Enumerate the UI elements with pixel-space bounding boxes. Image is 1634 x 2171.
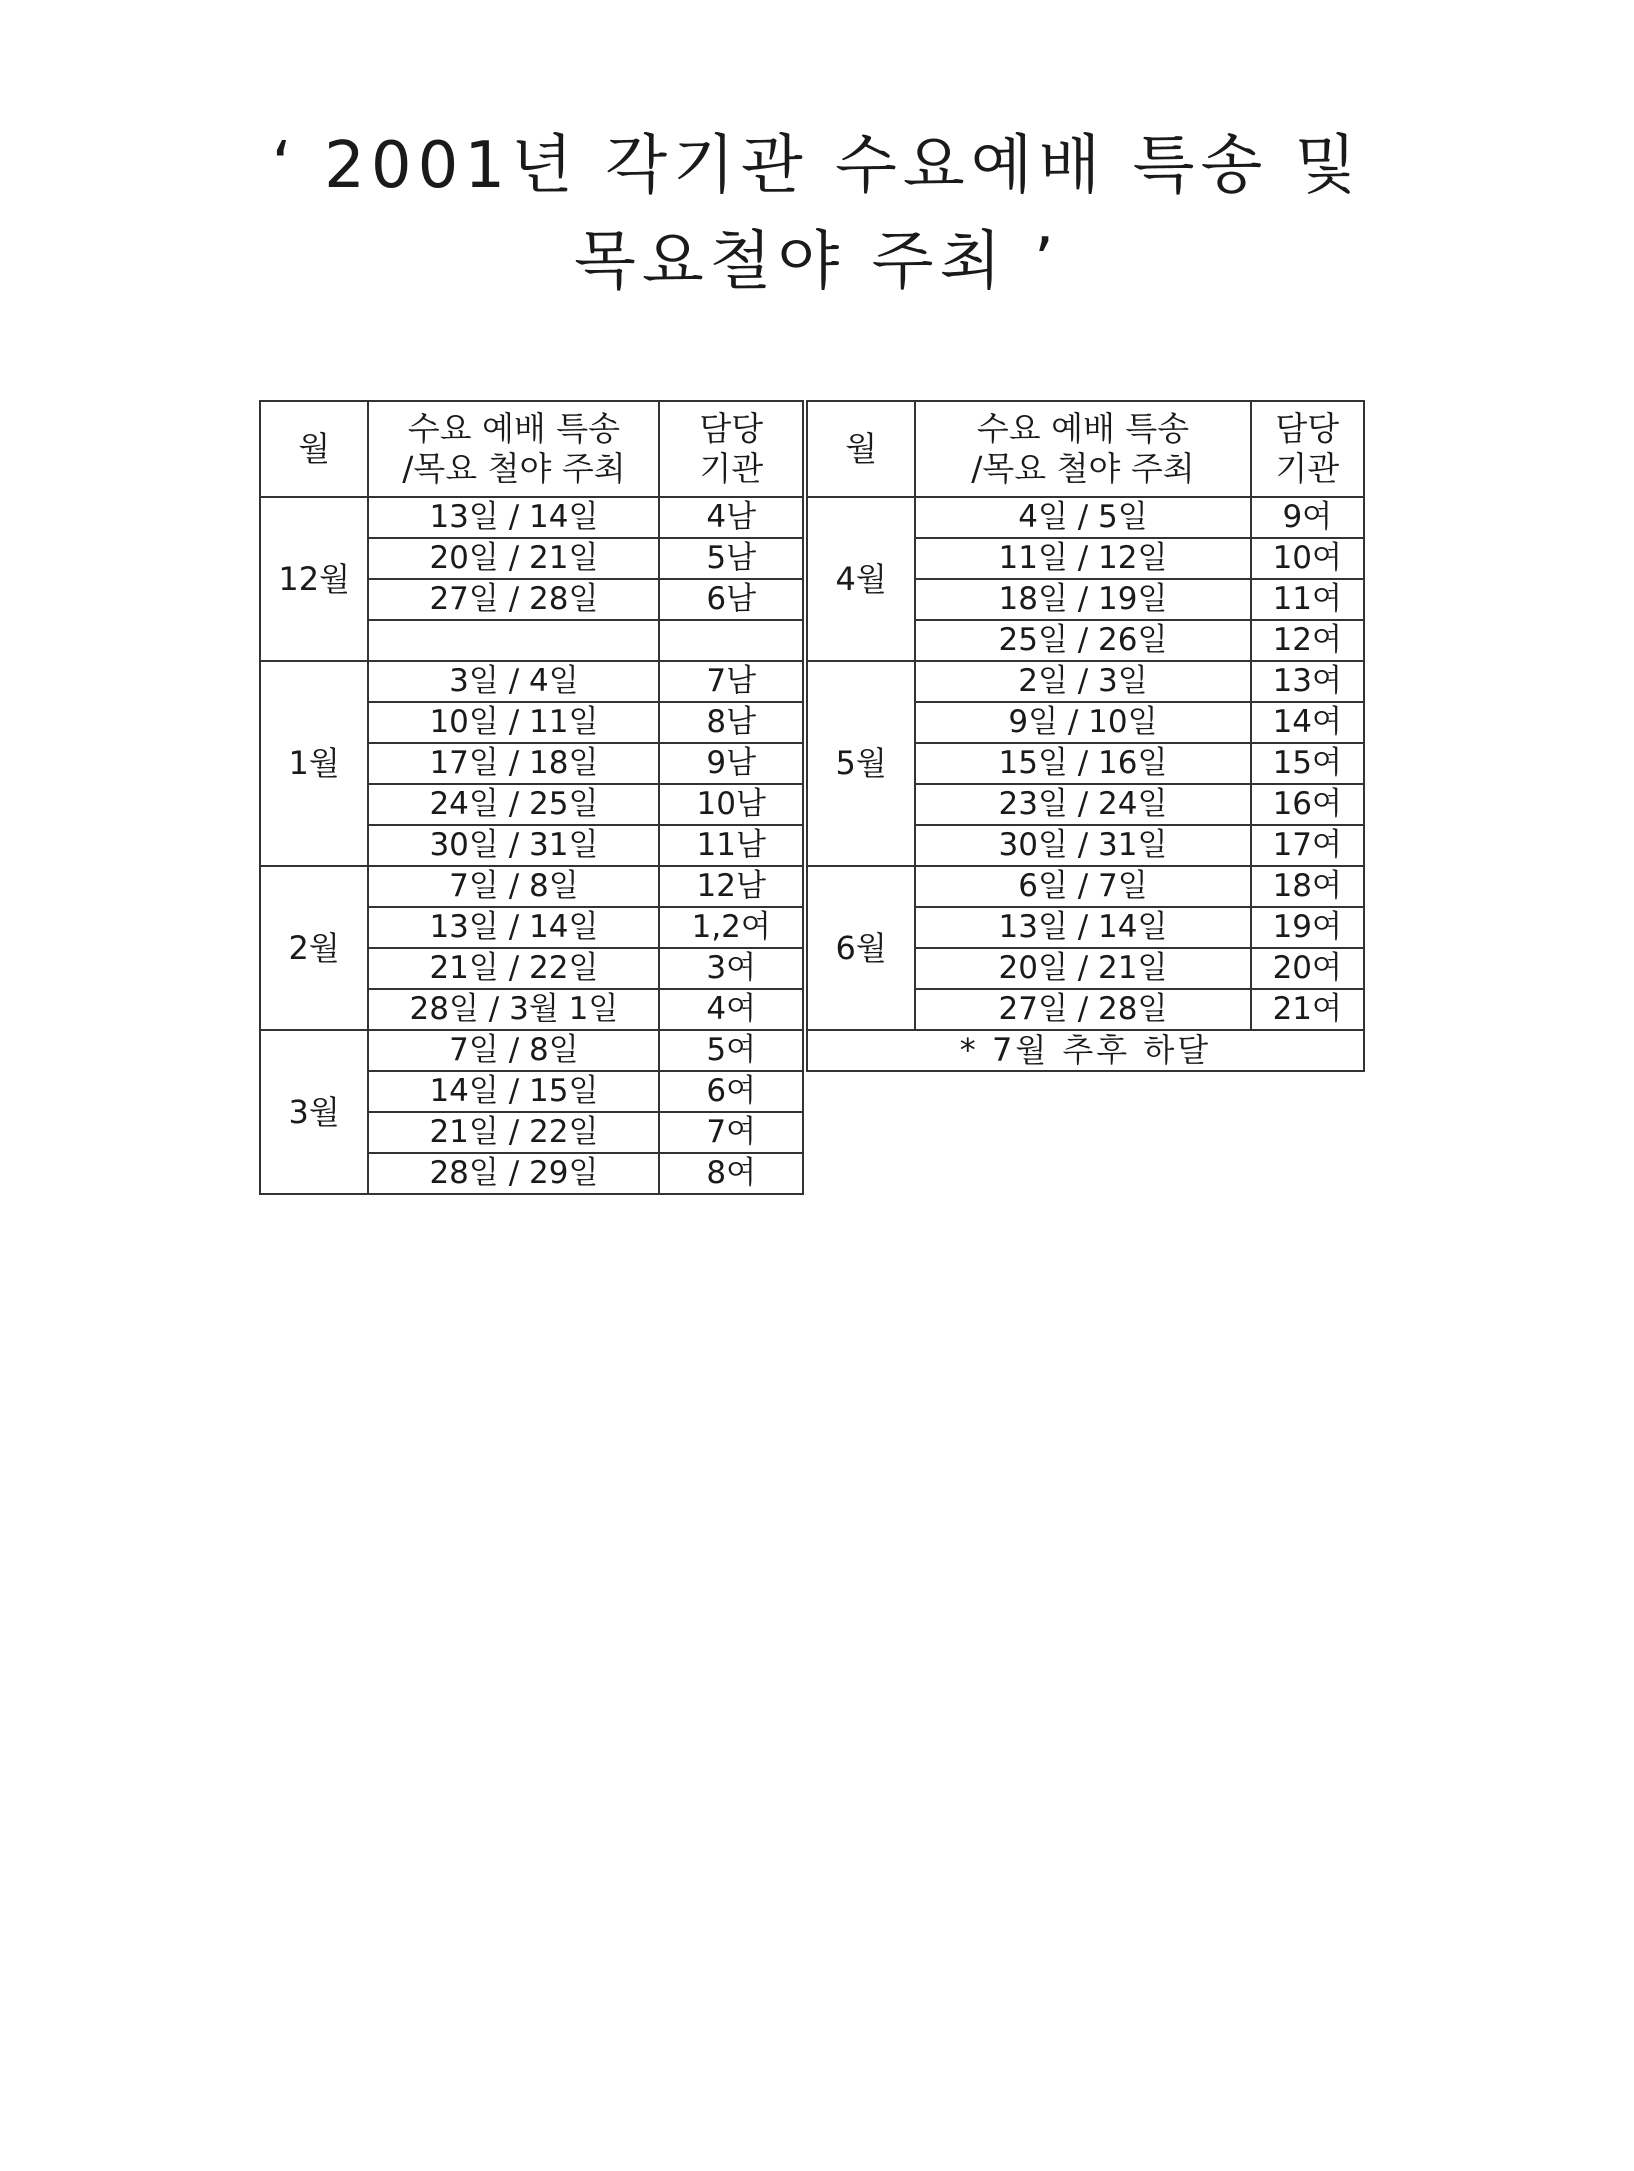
org-cell: 12남	[659, 866, 803, 907]
org-cell: 18여	[1251, 866, 1364, 907]
dates-cell: 13일 / 14일	[368, 907, 659, 948]
org-cell: 8남	[659, 702, 803, 743]
dates-header-line-2: /목요 철야 주최	[971, 449, 1195, 488]
dates-header-line-2: /목요 철야 주최	[402, 449, 626, 488]
org-cell: 4남	[659, 497, 803, 538]
dates-cell: 9일 / 10일	[915, 702, 1250, 743]
org-cell: 20여	[1251, 948, 1364, 989]
dates-cell: 24일 / 25일	[368, 784, 659, 825]
org-cell: 4여	[659, 989, 803, 1030]
dates-cell: 2일 / 3일	[915, 661, 1250, 702]
dates-cell: 14일 / 15일	[368, 1071, 659, 1112]
org-cell: 9남	[659, 743, 803, 784]
month-cell-may: 5월	[807, 661, 915, 866]
dates-cell: 18일 / 19일	[915, 579, 1250, 620]
month-cell-mar: 3월	[260, 1030, 368, 1194]
org-cell: 10남	[659, 784, 803, 825]
dates-cell: 7일 / 8일	[368, 1030, 659, 1071]
org-cell: 19여	[1251, 907, 1364, 948]
header-row	[807, 401, 1364, 497]
month-header: 월	[807, 401, 915, 497]
org-cell: 8여	[659, 1153, 803, 1194]
org-cell: 9여	[1251, 497, 1364, 538]
dates-cell: 21일 / 22일	[368, 1112, 659, 1153]
dates-cell: 10일 / 11일	[368, 702, 659, 743]
schedule-table-left	[259, 400, 804, 1195]
schedule-table-right	[806, 400, 1365, 1072]
dates-header-line-1: 수요 예배 특송	[407, 409, 621, 448]
org-cell: 10여	[1251, 538, 1364, 579]
dates-cell: 20일 / 21일	[915, 948, 1250, 989]
dates-header-line-1: 수요 예배 특송	[976, 409, 1190, 448]
dates-cell: 6일 / 7일	[915, 866, 1250, 907]
dates-cell: 13일 / 14일	[368, 497, 659, 538]
dates-cell: 28일 / 3월 1일	[368, 989, 659, 1030]
org-cell: 15여	[1251, 743, 1364, 784]
org-cell: 5여	[659, 1030, 803, 1071]
org-cell: 1,2여	[659, 907, 803, 948]
org-cell: 5남	[659, 538, 803, 579]
dates-cell: 27일 / 28일	[368, 579, 659, 620]
dates-cell: 21일 / 22일	[368, 948, 659, 989]
org-cell: 12여	[1251, 620, 1364, 661]
org-cell: 11여	[1251, 579, 1364, 620]
org-cell: 21여	[1251, 989, 1364, 1030]
title-line-2: 목요철야 주최 ’	[574, 225, 1060, 299]
org-header-line-2: 기관	[699, 449, 764, 488]
dates-cell: 23일 / 24일	[915, 784, 1250, 825]
table-row	[260, 1030, 803, 1071]
dates-cell: 11일 / 12일	[915, 538, 1250, 579]
org-header-line-1: 담당	[699, 409, 764, 448]
month-cell-feb: 2월	[260, 866, 368, 1030]
table-row	[260, 661, 803, 702]
org-header-line-2: 기관	[1275, 449, 1340, 488]
org-header	[659, 401, 803, 497]
title-line-1: ‘ 2001년 각기관 수요예배 특송 및	[271, 129, 1363, 203]
org-cell: 16여	[1251, 784, 1364, 825]
dates-cell: 13일 / 14일	[915, 907, 1250, 948]
dates-cell: 3일 / 4일	[368, 661, 659, 702]
org-header-line-1: 담당	[1275, 409, 1340, 448]
dates-cell: 17일 / 18일	[368, 743, 659, 784]
dates-cell: 20일 / 21일	[368, 538, 659, 579]
month-cell-dec: 12월	[260, 497, 368, 661]
dates-cell: 28일 / 29일	[368, 1153, 659, 1194]
dates-header	[368, 401, 659, 497]
table-row	[807, 866, 1364, 907]
month-cell-jan: 1월	[260, 661, 368, 866]
page-title	[0, 118, 1634, 310]
dates-cell: 27일 / 28일	[915, 989, 1250, 1030]
org-header	[1251, 401, 1364, 497]
table-row	[807, 661, 1364, 702]
month-header: 월	[260, 401, 368, 497]
org-cell: 13여	[1251, 661, 1364, 702]
dates-cell: 7일 / 8일	[368, 866, 659, 907]
dates-cell: 25일 / 26일	[915, 620, 1250, 661]
july-note: * 7월 추후 하달	[807, 1030, 1364, 1071]
org-cell: 11남	[659, 825, 803, 866]
org-cell: 7여	[659, 1112, 803, 1153]
dates-cell: 30일 / 31일	[915, 825, 1250, 866]
org-cell: 14여	[1251, 702, 1364, 743]
header-row	[260, 401, 803, 497]
dates-cell: 15일 / 16일	[915, 743, 1250, 784]
org-cell: 6남	[659, 579, 803, 620]
org-cell	[659, 620, 803, 661]
dates-cell	[368, 620, 659, 661]
org-cell: 17여	[1251, 825, 1364, 866]
org-cell: 3여	[659, 948, 803, 989]
dates-cell: 4일 / 5일	[915, 497, 1250, 538]
table-row	[260, 497, 803, 538]
dates-cell: 30일 / 31일	[368, 825, 659, 866]
dates-header	[915, 401, 1250, 497]
org-cell: 6여	[659, 1071, 803, 1112]
table-row	[260, 866, 803, 907]
month-cell-apr: 4월	[807, 497, 915, 661]
month-cell-jun: 6월	[807, 866, 915, 1030]
org-cell: 7남	[659, 661, 803, 702]
table-row	[807, 497, 1364, 538]
